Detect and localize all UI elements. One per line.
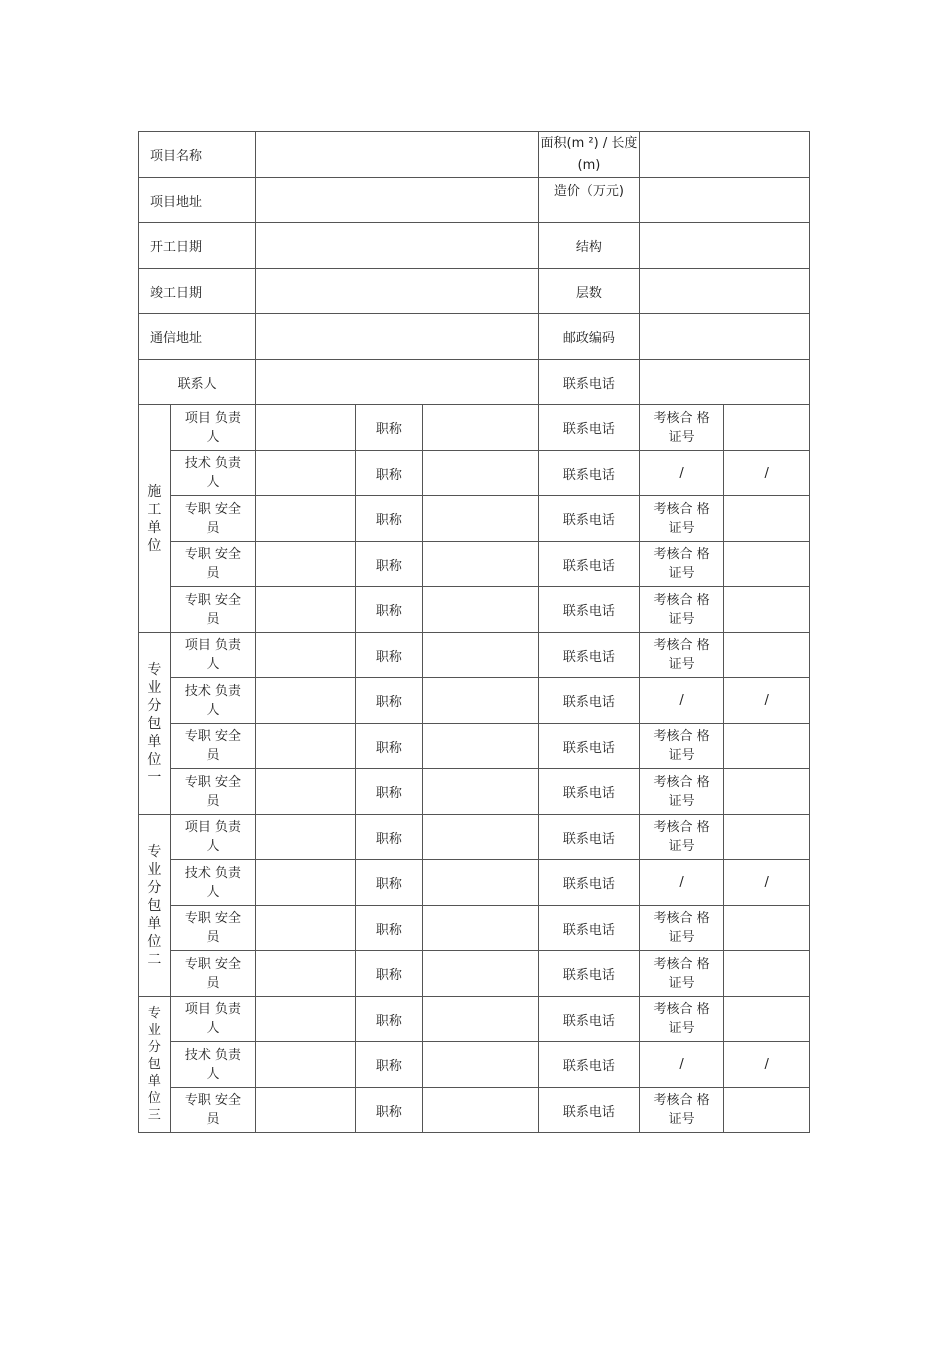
contact-phone-label: 联系电话: [539, 360, 640, 405]
phone-label: 联系电话: [539, 1042, 640, 1088]
title-label: 职称: [356, 906, 423, 951]
cert-label: 考核合 格 证号: [639, 997, 723, 1042]
mail-address-label: 通信地址: [139, 314, 256, 360]
slash-mark: /: [724, 451, 810, 496]
title-field[interactable]: [422, 1088, 538, 1133]
slash-mark: /: [639, 1042, 723, 1088]
cert-field[interactable]: [724, 542, 810, 587]
title-label: 职称: [356, 542, 423, 587]
row-contact: [139, 360, 810, 405]
role-project-manager: 项目 负责 人: [170, 815, 256, 860]
structure-field[interactable]: [639, 223, 809, 269]
role-safety-officer: 专职 安全 员: [170, 587, 256, 633]
person-row: [139, 951, 810, 997]
role-safety-officer: 专职 安全 员: [170, 769, 256, 815]
cert-label: 考核合 格 证号: [639, 633, 723, 678]
phone-label: 联系电话: [539, 769, 640, 815]
cert-field[interactable]: [724, 587, 810, 633]
person-row: [139, 678, 810, 724]
cert-field[interactable]: [724, 1088, 810, 1133]
name-field[interactable]: [256, 405, 356, 451]
project-name-label: 项目名称: [139, 132, 256, 178]
cert-label: 考核合 格 证号: [639, 587, 723, 633]
cert-field[interactable]: [724, 951, 810, 997]
role-safety-officer: 专职 安全 员: [170, 1088, 256, 1133]
title-field[interactable]: [422, 906, 538, 951]
person-row: [139, 587, 810, 633]
cert-label: 考核合 格 证号: [639, 1088, 723, 1133]
phone-label: 联系电话: [539, 724, 640, 769]
cert-label: 考核合 格 证号: [639, 405, 723, 451]
title-label: 职称: [356, 951, 423, 997]
title-label: 职称: [356, 1088, 423, 1133]
row-project-address: [139, 178, 810, 223]
phone-label: 联系电话: [539, 633, 640, 678]
start-date-field[interactable]: [256, 223, 539, 269]
role-project-manager: 项目 负责 人: [170, 633, 256, 678]
role-project-manager: 项目 负责 人: [170, 997, 256, 1042]
title-label: 职称: [356, 496, 423, 542]
name-field[interactable]: [256, 769, 356, 815]
cert-field[interactable]: [724, 496, 810, 542]
title-label: 职称: [356, 997, 423, 1042]
name-field[interactable]: [256, 997, 356, 1042]
role-technical-lead: 技术 负责 人: [170, 451, 256, 496]
title-label: 职称: [356, 1042, 423, 1088]
title-label: 职称: [356, 860, 423, 906]
title-label: 职称: [356, 405, 423, 451]
cert-label: 考核合 格 证号: [639, 496, 723, 542]
row-start-date: [139, 223, 810, 269]
project-address-label: 项目地址: [139, 178, 256, 223]
role-technical-lead: 技术 负责 人: [170, 1042, 256, 1088]
phone-label: 联系电话: [539, 405, 640, 451]
name-field[interactable]: [256, 451, 356, 496]
role-safety-officer: 专职 安全 员: [170, 542, 256, 587]
phone-label: 联系电话: [539, 542, 640, 587]
cert-field[interactable]: [724, 724, 810, 769]
cert-field[interactable]: [724, 633, 810, 678]
role-safety-officer: 专职 安全 员: [170, 724, 256, 769]
slash-mark: /: [639, 860, 723, 906]
name-field[interactable]: [256, 678, 356, 724]
cert-label: 考核合 格 证号: [639, 906, 723, 951]
title-field[interactable]: [422, 997, 538, 1042]
phone-label: 联系电话: [539, 451, 640, 496]
title-field[interactable]: [422, 587, 538, 633]
person-row: [139, 405, 810, 451]
title-field[interactable]: [422, 951, 538, 997]
finish-date-label: 竣工日期: [139, 269, 256, 314]
title-label: 职称: [356, 678, 423, 724]
title-field[interactable]: [422, 815, 538, 860]
person-row: [139, 1088, 810, 1133]
floors-label: 层数: [539, 269, 640, 314]
unit-label-subcontractor-1: 专 业 分 包 单 位 一: [139, 633, 171, 815]
phone-label: 联系电话: [539, 951, 640, 997]
title-field[interactable]: [422, 678, 538, 724]
contact-phone-field[interactable]: [639, 360, 809, 405]
title-label: 职称: [356, 451, 423, 496]
cert-field[interactable]: [724, 815, 810, 860]
cert-label: 考核合 格 证号: [639, 724, 723, 769]
person-row: [139, 542, 810, 587]
mail-address-field[interactable]: [256, 314, 539, 360]
name-field[interactable]: [256, 724, 356, 769]
phone-label: 联系电话: [539, 496, 640, 542]
phone-label: 联系电话: [539, 997, 640, 1042]
title-label: 职称: [356, 587, 423, 633]
person-row: [139, 860, 810, 906]
title-label: 职称: [356, 633, 423, 678]
unit-label-subcontractor-2: 专 业 分 包 单 位 二: [139, 815, 171, 997]
slash-mark: /: [639, 678, 723, 724]
title-field[interactable]: [422, 542, 538, 587]
project-name-field[interactable]: [256, 132, 539, 178]
title-label: 职称: [356, 724, 423, 769]
person-row: [139, 1042, 810, 1088]
structure-label: 结构: [539, 223, 640, 269]
contact-field[interactable]: [256, 360, 539, 405]
row-mail-address: [139, 314, 810, 360]
start-date-label: 开工日期: [139, 223, 256, 269]
title-field[interactable]: [422, 1042, 538, 1088]
project-info-form: [138, 131, 810, 1133]
postcode-label: 邮政编码: [539, 314, 640, 360]
cert-field[interactable]: [724, 405, 810, 451]
slash-mark: /: [639, 451, 723, 496]
name-field[interactable]: [256, 1042, 356, 1088]
unit-label-subcontractor-3: 专 业 分 包 单 位 三: [139, 997, 171, 1133]
postcode-field[interactable]: [639, 314, 809, 360]
person-row: [139, 724, 810, 769]
floors-field[interactable]: [639, 269, 809, 314]
cost-label: 造价（万元): [539, 178, 640, 223]
name-field[interactable]: [256, 860, 356, 906]
role-technical-lead: 技术 负责 人: [170, 678, 256, 724]
person-row: [139, 633, 810, 678]
unit-label-construction: 施 工 单 位: [139, 405, 171, 633]
phone-label: 联系电话: [539, 678, 640, 724]
cert-field[interactable]: [724, 769, 810, 815]
name-field[interactable]: [256, 906, 356, 951]
title-field[interactable]: [422, 405, 538, 451]
cert-field[interactable]: [724, 997, 810, 1042]
phone-label: 联系电话: [539, 906, 640, 951]
row-finish-date: [139, 269, 810, 314]
project-address-field[interactable]: [256, 178, 539, 223]
title-field[interactable]: [422, 724, 538, 769]
cert-label: 考核合 格 证号: [639, 951, 723, 997]
title-label: 职称: [356, 769, 423, 815]
contact-label: 联系人: [139, 360, 256, 405]
name-field[interactable]: [256, 542, 356, 587]
slash-mark: /: [724, 678, 810, 724]
name-field[interactable]: [256, 951, 356, 997]
title-field[interactable]: [422, 769, 538, 815]
area-label: 面积(m ²) / 长度 (m): [539, 132, 640, 178]
role-safety-officer: 专职 安全 员: [170, 496, 256, 542]
role-technical-lead: 技术 负责 人: [170, 860, 256, 906]
title-field[interactable]: [422, 633, 538, 678]
row-project-name: [139, 132, 810, 178]
name-field[interactable]: [256, 496, 356, 542]
title-label: 职称: [356, 815, 423, 860]
slash-mark: /: [724, 860, 810, 906]
title-field[interactable]: [422, 860, 538, 906]
name-field[interactable]: [256, 587, 356, 633]
name-field[interactable]: [256, 633, 356, 678]
person-row: [139, 815, 810, 860]
cert-label: 考核合 格 证号: [639, 542, 723, 587]
cert-label: 考核合 格 证号: [639, 769, 723, 815]
phone-label: 联系电话: [539, 815, 640, 860]
person-row: [139, 769, 810, 815]
title-field[interactable]: [422, 451, 538, 496]
area-field[interactable]: [639, 132, 809, 178]
cost-field[interactable]: [639, 178, 809, 223]
cert-label: 考核合 格 证号: [639, 815, 723, 860]
phone-label: 联系电话: [539, 1088, 640, 1133]
cert-field[interactable]: [724, 906, 810, 951]
person-row: [139, 496, 810, 542]
finish-date-field[interactable]: [256, 269, 539, 314]
slash-mark: /: [724, 1042, 810, 1088]
name-field[interactable]: [256, 815, 356, 860]
name-field[interactable]: [256, 1088, 356, 1133]
role-safety-officer: 专职 安全 员: [170, 906, 256, 951]
title-field[interactable]: [422, 496, 538, 542]
role-project-manager: 项目 负责 人: [170, 405, 256, 451]
person-row: [139, 451, 810, 496]
phone-label: 联系电话: [539, 587, 640, 633]
person-row: [139, 906, 810, 951]
role-safety-officer: 专职 安全 员: [170, 951, 256, 997]
person-row: [139, 997, 810, 1042]
phone-label: 联系电话: [539, 860, 640, 906]
